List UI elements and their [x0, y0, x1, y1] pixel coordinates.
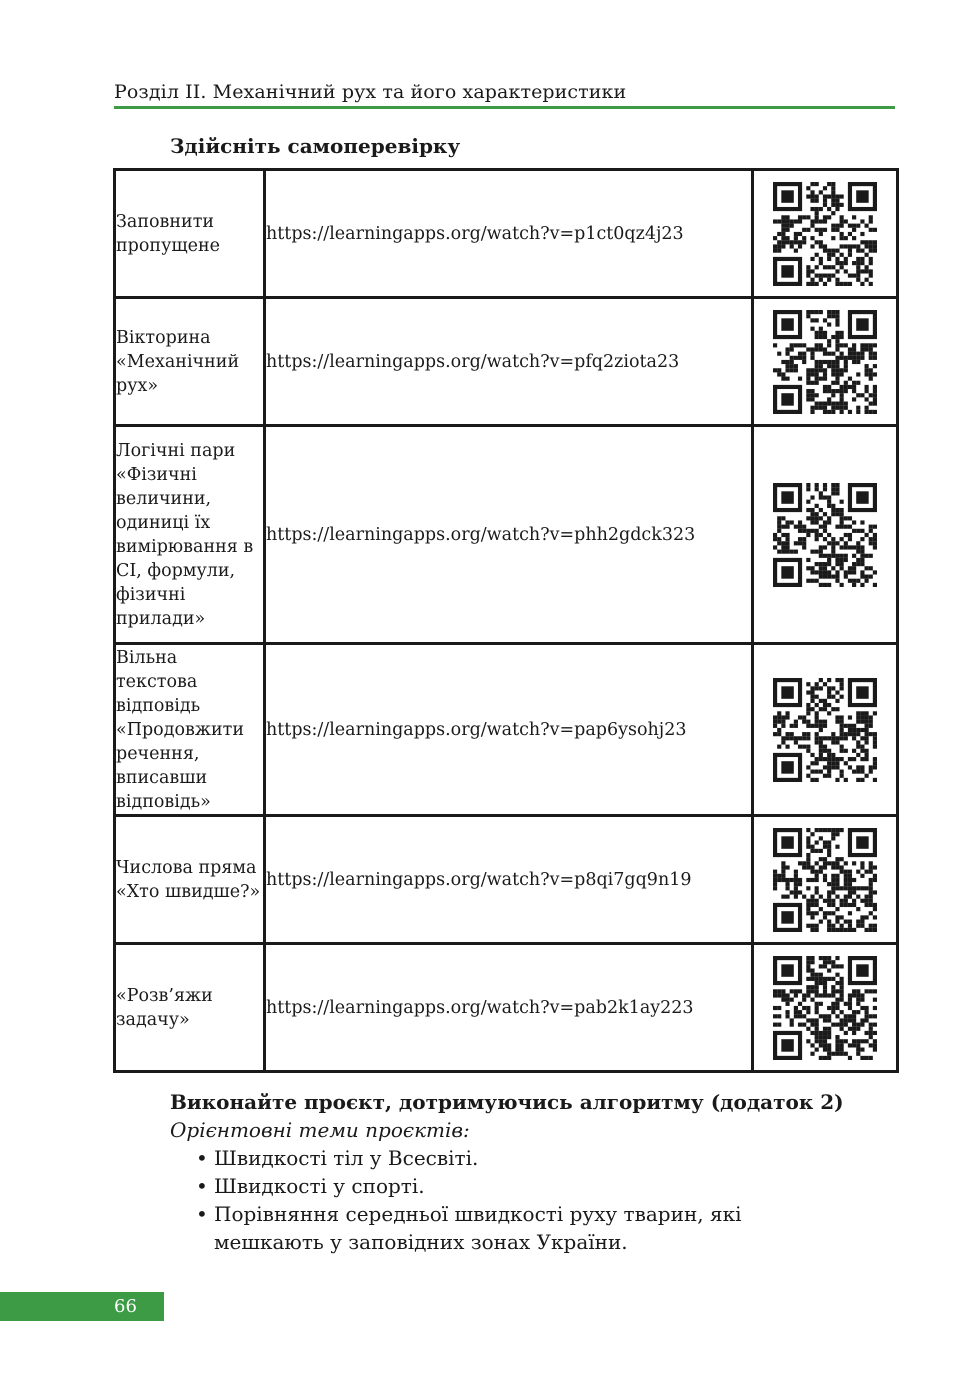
exercise-name: Логічні пари «Фізичні величини, одиниці їх вимірювання в СІ, формули, фізичні прилади»	[115, 426, 265, 644]
page-number-badge	[0, 1292, 164, 1321]
exercise-link[interactable]: https://learningapps.org/watch?v=phh2gdck323	[265, 426, 753, 644]
exercise-link[interactable]: https://learningapps.org/watch?v=pap6ysohj23	[265, 644, 753, 816]
qr-code-icon[interactable]	[773, 956, 877, 1060]
list-item	[196, 1200, 910, 1256]
table-row	[115, 816, 898, 944]
table-row	[115, 170, 898, 298]
table-row	[115, 298, 898, 426]
project-title: Виконайте проєкт, дотримуючись алгоритму (додаток 2)	[170, 1090, 844, 1114]
exercise-link[interactable]: https://learningapps.org/watch?v=p1ct0qz4j23	[265, 170, 753, 298]
page-number: 66	[114, 1296, 137, 1317]
table-row	[115, 644, 898, 816]
qr-code-icon[interactable]	[773, 310, 877, 414]
qr-cell	[753, 816, 898, 944]
bullet-icon: •	[196, 1202, 208, 1226]
bullet-icon: •	[196, 1174, 208, 1198]
topic-text: Порівняння середньої швидкості руху тварин, які мешкають у заповідних зонах України.	[214, 1202, 742, 1254]
topic-text: Швидкості у спорті.	[214, 1174, 425, 1198]
qr-cell	[753, 170, 898, 298]
exercise-name: Вікторина «Механічний рух»	[115, 298, 265, 426]
header-rule	[114, 106, 895, 109]
topic-text: Швидкості тіл у Всесвіті.	[214, 1146, 479, 1170]
table-row	[115, 426, 898, 644]
exercise-name: Числова пряма «Хто швидше?»	[115, 816, 265, 944]
exercise-name: Вільна текстова відповідь «Продовжити речення, вписавши відповідь»	[115, 644, 265, 816]
qr-code-icon[interactable]	[773, 483, 877, 587]
exercise-link[interactable]: https://learningapps.org/watch?v=pab2k1ay223	[265, 944, 753, 1072]
exercise-name: «Розв’яжи задачу»	[115, 944, 265, 1072]
qr-cell	[753, 426, 898, 644]
qr-cell	[753, 644, 898, 816]
chapter-header: Розділ ІІ. Механічний рух та його характеристики	[114, 81, 627, 103]
qr-cell	[753, 298, 898, 426]
exercise-link[interactable]: https://learningapps.org/watch?v=pfq2ziota23	[265, 298, 753, 426]
table-row	[115, 944, 898, 1072]
exercise-link[interactable]: https://learningapps.org/watch?v=p8qi7gq9n19	[265, 816, 753, 944]
project-subtitle: Орієнтовні теми проєктів:	[170, 1118, 470, 1142]
section-title: Здійсніть самоперевірку	[170, 134, 461, 158]
exercise-name: Заповнити пропущене	[115, 170, 265, 298]
bullet-icon: •	[196, 1146, 208, 1170]
qr-cell	[753, 944, 898, 1072]
project-topics-list	[170, 1144, 910, 1256]
exercises-table	[113, 168, 899, 1073]
list-item	[196, 1172, 910, 1200]
qr-code-icon[interactable]	[773, 182, 877, 286]
qr-code-icon[interactable]	[773, 828, 877, 932]
list-item	[196, 1144, 910, 1172]
qr-code-icon[interactable]	[773, 678, 877, 782]
project-section	[170, 1088, 910, 1256]
